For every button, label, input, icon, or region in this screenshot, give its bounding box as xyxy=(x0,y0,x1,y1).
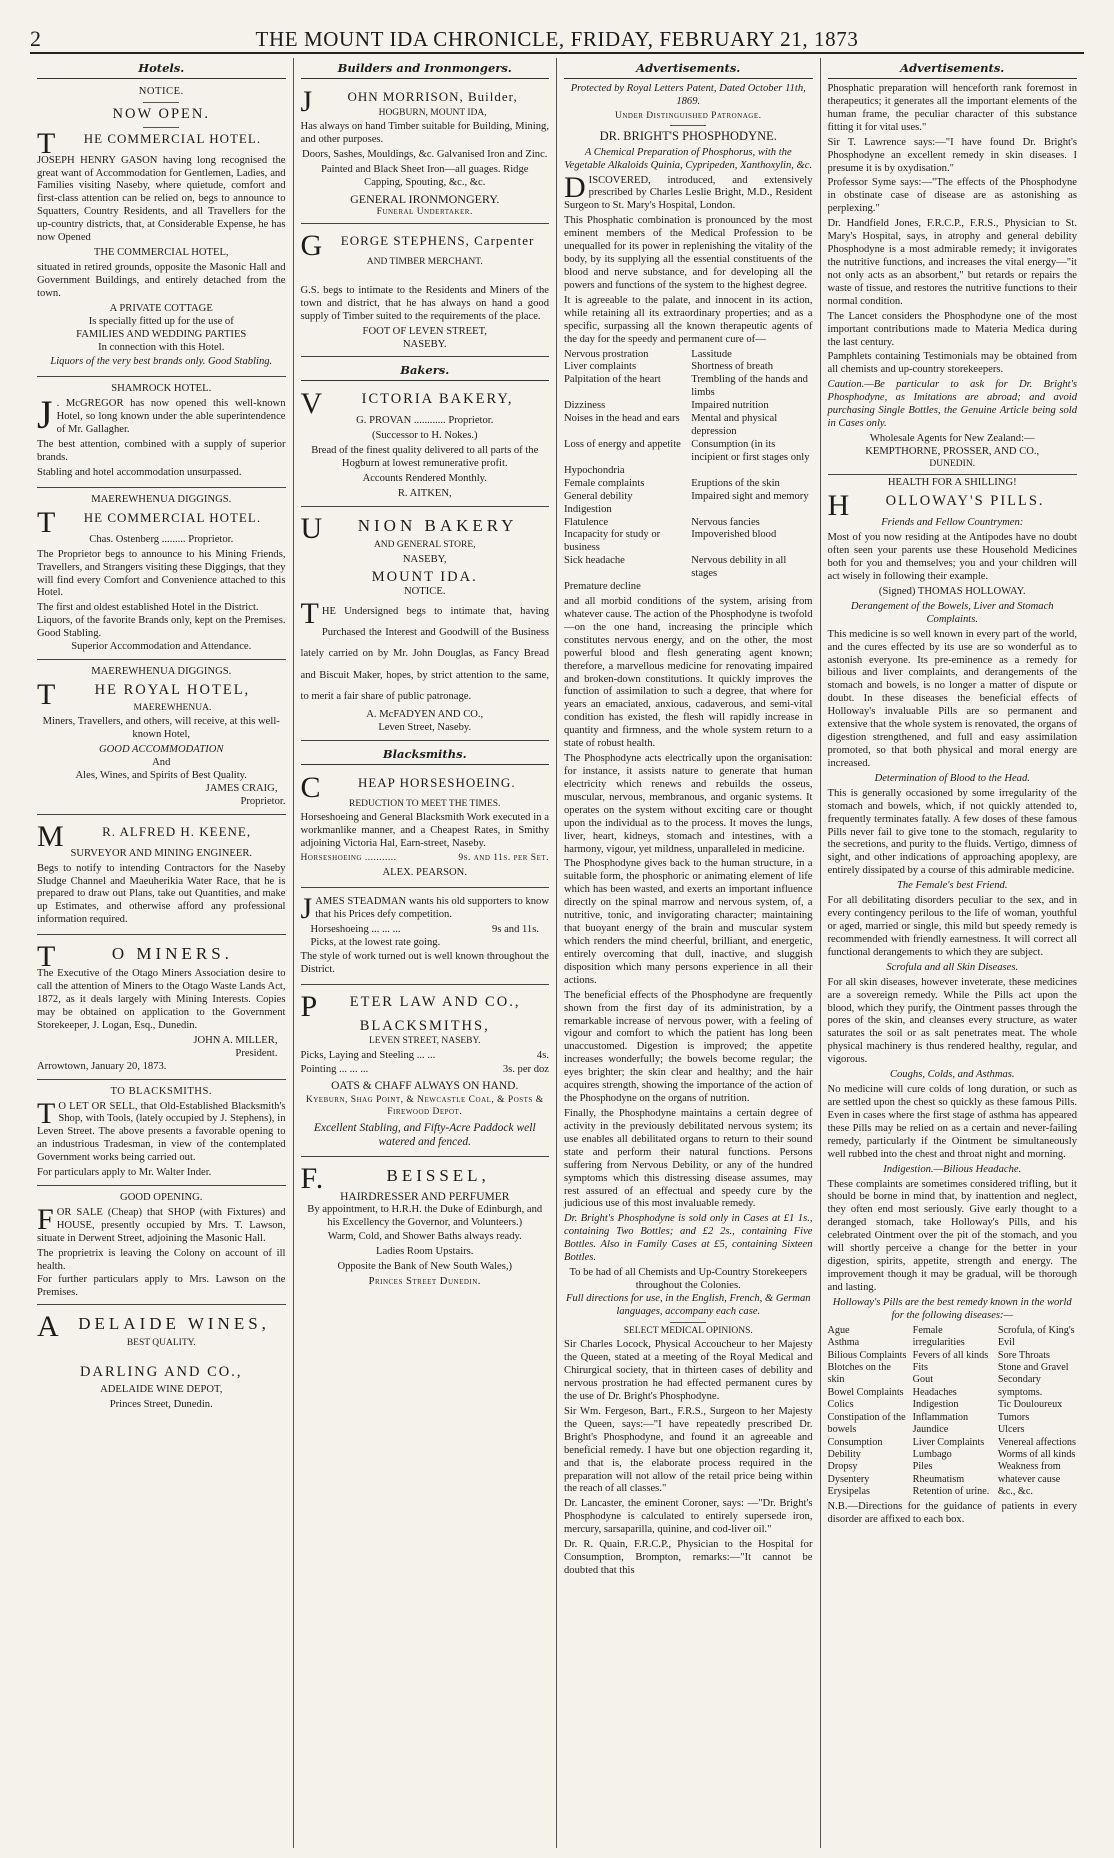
ad-body: Warm, Cold, and Shower Baths always ready. xyxy=(327,1231,522,1243)
column-phosphodyne xyxy=(557,58,821,1848)
ailment-item: Impaired sight and memory xyxy=(691,490,809,502)
ad-royal-hotel xyxy=(37,663,286,815)
stabling: Excellent Stabling, and Fifty-Acre Paddock well watered and fenced. xyxy=(313,1121,536,1148)
ad-body: The best attention, combined with a supply of superior brands. xyxy=(37,439,286,463)
disease-item: Lumbago xyxy=(912,1449,952,1461)
disease-item: Constipation of the bowels xyxy=(827,1411,906,1436)
price-value: 4s. xyxy=(536,1049,549,1061)
families-heading: FAMILIES AND WEDDING PARTIES xyxy=(76,328,247,340)
good-accommodation: GOOD ACCOMMODATION xyxy=(99,744,224,756)
proprietor-name: JAMES CRAIG, xyxy=(205,782,278,794)
proprietor-role: Proprietor. xyxy=(240,795,286,807)
ad-cheap-horseshoeing xyxy=(301,769,550,888)
ailment-item: Shortness of breath xyxy=(691,361,774,373)
body-paragraph: These complaints are sometimes considered trifling, but it should be borne in mind that, by inattention and neglect, they often end most seriously. Give early thought to a deranged stomach, take Holloway's Pills, and his celebrated Ointment over the pit of the stomach, and you will shortly perceive a change for the better in your digestion, spirits, appetite, strength and energy. The improvement though it may be gradual, will be thorough and lasting. xyxy=(827,1178,1077,1293)
price-value: 3s. per doz xyxy=(502,1064,549,1076)
ailment-item: Noises in the head and ears xyxy=(564,413,680,425)
connection-text: In connection with this Hotel. xyxy=(98,341,225,353)
notice-heading: NOTICE. xyxy=(404,586,446,598)
ailment-item: Flatulence xyxy=(564,516,609,528)
hotel-name: THE COMMERCIAL HOTEL, xyxy=(93,247,229,259)
disease-item: Headaches xyxy=(912,1386,957,1398)
firm-name: DARLING AND CO., xyxy=(80,1364,243,1380)
diseases-col-1 xyxy=(828,1325,907,1499)
address: Princes Street Dunedin. xyxy=(368,1276,481,1288)
drop-cap: F xyxy=(37,1202,54,1236)
ad-body: By appointment, to H.R.H. the Duke of Edinburgh, and his Excellency the Governor, and Volunteers.) xyxy=(307,1203,543,1228)
keene-role: SURVEYOR AND MINING ENGINEER. xyxy=(70,847,253,859)
ad-title: DELAIDE WINES, xyxy=(78,1314,270,1334)
ad-title: OHN MORRISON, Builder, xyxy=(347,89,518,105)
ad-body: Bread of the finest quality delivered to all parts of the Hogburn at lowest remunerative profit. xyxy=(311,445,539,470)
diseases-col-2 xyxy=(913,1325,992,1499)
agents-city: DUNEDIN. xyxy=(828,459,1078,476)
ailment-item: Loss of energy and appetite xyxy=(564,438,681,450)
ad-good-opening xyxy=(37,1189,286,1305)
ailment-item xyxy=(691,465,812,478)
ailment-item: Consumption (in its incipient or first stages only xyxy=(691,438,810,463)
ad-body: Picks, at the lowest rate going. xyxy=(310,936,441,948)
ailment-item: General debility xyxy=(564,490,633,502)
disease-item: Dropsy xyxy=(827,1461,858,1473)
ad-title: HE COMMERCIAL HOTEL. xyxy=(83,130,262,146)
place: NASEBY, xyxy=(402,553,447,565)
ad-body: Liquors, of the favorite Brands only, kept on the Premises. Good Stabling. xyxy=(37,615,286,640)
ailment-item: Trembling of the hands and limbs xyxy=(691,374,808,399)
ad-title: R. ALFRED H. KEENE, xyxy=(102,823,252,839)
successor: (Successor to H. Nokes.) xyxy=(371,430,478,442)
address: Opposite the Bank of New South Wales,) xyxy=(337,1261,513,1273)
column-builders xyxy=(294,58,558,1848)
coal: Kyeburn, Shag Point, & Newcastle Coal, & Posts & Firewood Depot. xyxy=(305,1095,544,1117)
address: LEVEN STREET, NASEBY. xyxy=(368,1035,481,1046)
body-paragraph: The Phosphodyne acts electrically upon the organisation: for instance, it assists nature to generate that human electricity which renews and rebuilds the osseus, muscular, nervous, membranous, and organic systems. It operates on the system without exciting care or thought upon the individual as to the process. It moves the lungs, liver, heart, kidneys, stomach and intestines, with a harmony, vigour, yet mildness, unparalleled in medicine. xyxy=(564,753,813,855)
disease-item: Worms of all kinds xyxy=(997,1449,1076,1461)
ad-body: The proprietrix is leaving the Colony on account of ill health. xyxy=(37,1247,286,1272)
drop-cap: J xyxy=(300,85,314,119)
proprietor: Chas. Ostenberg ......... Proprietor. xyxy=(89,533,234,545)
proprietor-name: ALEX. PEARSON. xyxy=(382,866,467,878)
body-paragraph: Full directions for use, in the English, French, & German languages, accompany each case. xyxy=(565,1292,811,1317)
disease-item: Piles xyxy=(912,1461,933,1473)
body-paragraph: This Phosphatic combination is pronounced by the most eminent members of the Medical Profession to be unequalled for its power in replenishing the vitality of the body, by its supplying all the essential constituents of the blood and nerve substance, and for developing all the powers and functions of the system to the highest degree. xyxy=(564,215,813,291)
drop-cap: T xyxy=(37,940,57,974)
ailment-item: Premature decline xyxy=(564,581,641,593)
subtitle: AND TIMBER MERCHANT. xyxy=(366,257,483,268)
subheading: Scrofula and all Skin Diseases. xyxy=(886,961,1019,973)
subheading: Indigestion.—Bilious Headache. xyxy=(883,1163,1022,1175)
ailment-item: Lassitude xyxy=(691,348,732,360)
body-paragraph: For all debilitating disorders peculiar to the sex, and in every contingency perilous to the life of woman, youthful or aged, married or single, this mild but speedy remedy is recommended with friendly earnestness. It will correct all functional derangements to which they are subject. xyxy=(827,895,1077,958)
dateline: Arrowtown, January 20, 1873. xyxy=(37,1060,167,1072)
drop-cap: T xyxy=(37,505,57,539)
opinion: Sir Charles Locock, Physical Accoucheur to her Majesty the Queen, stated at a meeting of the Royal Medical and Chirurgical society, that in thirteen cases of debility and nervous prostration he had effected permanent cures by the use of Dr. Bright's Phosphodyne. xyxy=(564,1339,813,1402)
price-value: 9s. and 11s. per Set. xyxy=(458,853,549,864)
subheading: Determination of Blood to the Head. xyxy=(874,772,1030,784)
ad-to-blacksmiths xyxy=(37,1083,286,1186)
section-heading-advertisements: Advertisements. xyxy=(828,58,1078,79)
ad-body: OR SALE (Cheap) that SHOP (with Fixtures) and HOUSE, presently occupied by Mrs. T. Lawson, situate in Derwent Street, adjoining the Masonic Hall. xyxy=(37,1206,286,1244)
ailment-item: Female complaints xyxy=(564,477,645,489)
proprietor: G. PROVAN ............ Proprietor. xyxy=(356,415,494,427)
ad-body: The first and oldest established Hotel in the District. xyxy=(37,602,259,614)
ad-body: Begs to notify to intending Contractors for the Naseby Sludge Channel and Maeuherikia Water Race, that he is prepared to draw out Plans, take out Quantities, and make up Estimates, and otherwise afford any professional information required. xyxy=(37,862,286,926)
ad-body: AMES STEADMAN wants his old supporters to know that his Prices defy competition. xyxy=(315,895,549,920)
ad-victoria-bakery xyxy=(301,385,550,507)
ad-body: Ladies Room Upstairs. xyxy=(376,1246,474,1258)
drop-cap: H xyxy=(827,489,851,523)
ad-body: For further particulars apply to Mrs. Lawson on the Premises. xyxy=(37,1273,286,1298)
cottage-heading: A PRIVATE COTTAGE xyxy=(109,302,213,314)
ad-body: Stabling and hotel accommodation unsurpassed. xyxy=(37,466,242,478)
page-number: 2 xyxy=(30,26,42,51)
ad-body: JOSEPH HENRY GASON having long recognised the great want of Accommodation for Gentlemen, Ladies, and Families visiting Naseby, where quietude, comfort and first-class attention can be relied on, begs to announce to Squatters, Country Residents, and all Travellers for the up-country districts, that, at Considerable Expense, he has now Opened xyxy=(37,154,286,244)
patronage-line: Under Distinguished Patronage. xyxy=(614,110,762,121)
ailment-item: Indigestion xyxy=(564,503,612,515)
body-paragraph: The Phosphodyne gives back to the human structure, in a suitable form, the phosphoric or animating element of life which has been wasted, and exerts an important influence directly on the spinal marrow and nervous system, of, a nutritive, tonic, and invigorating character; maintaining that buoyant energy of the brain and muscular system which renders the mind cheerful, brilliant, and energetic, entirely overcoming that dull, inactive, and sluggish disposition which many persons experience in all their actions. xyxy=(564,858,813,986)
disease-item: Debility xyxy=(827,1449,861,1461)
place: MOUNT IDA. xyxy=(371,568,478,585)
ad-body: G.S. begs to intimate to the Residents and Miners of the town and district, that he has always on hand a good supply of Timber suited to the requirements of the place. xyxy=(300,284,549,322)
notice-heading: NOTICE. xyxy=(138,86,184,98)
ad-to-miners xyxy=(37,938,286,1079)
disease-item: Ulcers xyxy=(997,1424,1025,1436)
disease-item: Dysentery xyxy=(827,1473,870,1485)
drop-cap: T xyxy=(37,677,57,711)
disease-item: Jaundice xyxy=(912,1424,949,1436)
disease-item: Retention of urine. xyxy=(912,1486,990,1498)
signature-line: (Signed) THOMAS HOLLOWAY. xyxy=(878,585,1026,597)
drop-cap: G xyxy=(300,229,324,263)
disease-item: &c., &c. xyxy=(997,1486,1033,1498)
drop-cap: M xyxy=(37,819,65,853)
address: FOOT OF LEVEN STREET, xyxy=(362,325,487,337)
subheading: Coughs, Colds, and Asthmas. xyxy=(889,1069,1015,1081)
disease-item: Sore Throats xyxy=(997,1349,1050,1361)
ailment-item: Eruptions of the skin xyxy=(691,477,780,489)
disease-item: Scrofula, of King's Evil xyxy=(997,1324,1075,1349)
ad-morrison xyxy=(301,83,550,224)
drop-cap: J xyxy=(37,392,53,438)
ad-title: ICTORIA BAKERY, xyxy=(361,391,514,408)
body-paragraph: To be had of all Chemists and Up-Country Storekeepers throughout the Colonies. xyxy=(569,1267,808,1291)
ad-body: Painted and Black Sheet Iron—all guages. Ridge Capping, Spouting, &c., &c. xyxy=(321,164,529,189)
place: MAEREWHENUA. xyxy=(133,702,212,713)
quality: BEST QUALITY. xyxy=(126,1338,196,1349)
drop-cap: P xyxy=(300,990,319,1024)
drop-cap: F. xyxy=(300,1161,325,1195)
ailment-item: Nervous prostration xyxy=(564,348,649,360)
ad-title: ETER LAW AND CO., xyxy=(349,994,521,1011)
drop-cap: T xyxy=(37,1096,56,1130)
columns xyxy=(30,58,1084,1848)
ad-maerewhenua-commercial xyxy=(37,491,286,660)
body-paragraph: Phosphatic preparation will henceforth rank foremost in therapeutics; it generates all the important elements of the human frame, the peculiar character of this substance fitting it for vital uses." xyxy=(827,83,1077,133)
drop-cap: A xyxy=(37,1310,60,1344)
ad-body: Ales, Wines, and Spirits of Best Quality. xyxy=(75,769,247,781)
disease-item: Rheumatism xyxy=(912,1473,965,1485)
ad-title: HEAP HORSESHOEING. xyxy=(357,774,516,790)
wholesale-line: Wholesale Agents for New Zealand:— xyxy=(869,432,1035,444)
address: NASEBY. xyxy=(402,338,447,350)
disease-item: Colics xyxy=(827,1399,854,1411)
address: Princes Street, Dunedin. xyxy=(109,1398,213,1410)
ailment-item xyxy=(691,581,812,594)
body-paragraph: The beneficial effects of the Phosphodyne are frequently shown from the first day of its administration, by a remarkable increase of nervous power, with a feeling of vigour and comfort to which the patient has long been unaccustomed. Digestion is improved; the appetite increases wonderfully; the bowels become regular; the eyes brighter; the skin clear and healthy; and the hair acquires strength, showing the importance of the action of the Phosphodyne on the organs of nutrition. xyxy=(564,989,813,1105)
subheading: The Female's best Friend. xyxy=(896,880,1008,892)
directions-note: N.B.—Directions for the guidance of patients in every disorder are affixed to each box. xyxy=(827,1500,1077,1525)
ailment-item: Sick headache xyxy=(564,555,625,567)
disease-item: Fits xyxy=(912,1361,928,1373)
ad-commercial-hotel xyxy=(37,83,286,377)
product-subtitle: A Chemical Preparation of Phosphorus, with the Vegetable Alkaloids Quinia, Cypripeden, Xanthoxylin, &c. xyxy=(564,146,813,171)
ad-title: BEISSEL, xyxy=(386,1165,490,1185)
opinion: Sir Wm. Fergeson, Bart., F.R.S., Surgeon to her Majesty the Queen, says:—"I have repeatedly prescribed Dr. Bright's Phosphodyne, and found it an agreeable and beneficial remedy. I have but one objection regarding it, and that is, the elaborate process required in the preparation will not allow of the retail price being within the reach of all classes." xyxy=(564,1405,813,1495)
ad-title: EORGE STEPHENS, Carpenter xyxy=(340,233,535,249)
price-value: 9s and 11s. xyxy=(492,923,539,935)
cottage-text: Is specially fitted up for the use of xyxy=(88,315,234,327)
disease-item: Secondary symptoms. xyxy=(997,1374,1043,1398)
body-paragraph: and all morbid conditions of the system, arising from whatever cause. The action of the Phosphodyne is twofold—on the one hand, increasing the principle which constitutes nervous energy, and on the other, the most powerful blood and flesh generating agent known; therefore, a marvellous medicine for renovating impaired and broken-down constitutions. It quickly improves the function of assimilation to such a degree, that where for years an emaciated, anxious, cadaverous, and semi-vital condition has existed, the flesh will rapidly increase in quantity and firmness, and the whole system return to a state of robust health. xyxy=(564,596,813,750)
ailment-item: Impoverished blood xyxy=(691,529,777,541)
opinion: Dr. Lancaster, the eminent Coroner, says: —"Dr. Bright's Phosphodyne is calculated to entirely supersede iron, mercury, sarsaparilla, quinine, and cod-liver oil." xyxy=(564,1498,813,1536)
subtitle: AND GENERAL STORE, xyxy=(373,540,476,550)
ad-title: O MINERS. xyxy=(111,944,233,964)
patent-line: Protected by Royal Letters Patent, Dated October 11th, 1869. xyxy=(570,83,806,107)
oats: OATS & CHAFF ALWAYS ON HAND. xyxy=(331,1080,519,1093)
body-paragraph: Pamphlets containing Testimonials may be obtained from all chemists and up-country storekeepers. xyxy=(827,351,1077,376)
ad-body: Doors, Sashes, Mouldings, &c. Galvanised Iron and Zinc. xyxy=(302,149,548,161)
subtitle: BLACKSMITHS, xyxy=(359,1018,490,1035)
diseases-list xyxy=(828,1325,1078,1499)
ad-shamrock-hotel xyxy=(37,380,286,487)
ad-heading: GOOD OPENING. xyxy=(120,1192,203,1204)
section-heading-hotels: Hotels. xyxy=(37,58,286,79)
disease-item: Liver Complaints xyxy=(912,1436,985,1448)
drop-cap: C xyxy=(300,770,322,804)
ad-title: NION BAKERY xyxy=(357,516,518,535)
ad-body: situated in retired grounds, opposite the Masonic Hall and Government Buildings, and entirely detached from the town. xyxy=(37,262,286,299)
newspaper-title: THE MOUNT IDA CHRONICLE, FRIDAY, FEBRUARY 21, 1873 xyxy=(255,27,859,51)
column-holloway xyxy=(821,58,1085,1848)
body-paragraph: For all skin diseases, however inveterate, these medicines are a sovereign remedy. While the Pills act upon the blood, which they purify, the Ointment passes through the pores of the skin, and cleanses every structure, as water saturates the soil or as salt penetrates meat. The whole physical machinery is thus rendered healthy, regular, and vigorous. xyxy=(827,976,1077,1066)
price-label: Horseshoeing ........... xyxy=(300,853,397,864)
now-open: NOW OPEN. xyxy=(112,105,210,122)
ailment-item: Nervous debility in all stages xyxy=(691,555,787,580)
disease-item: Gout xyxy=(912,1374,934,1386)
ad-heading: TO BLACKSMITHS. xyxy=(110,1085,212,1097)
ailment-item: Incapacity for study or business xyxy=(564,529,661,554)
ailment-item: Nervous fancies xyxy=(691,516,760,528)
body-paragraph: This medicine is so well known in every part of the world, and the cures effected by its use are so wonderful as to astonish everyone. Its pre-eminence as a remedy for bilious and liver complaints, and derangements of the stomach and bowels, is no longer a matter of dispute or doubt. In these diseases the beneficial effects of Holloway's invaluable Pills are so permanent and extensive that the whole system is renovated, the organs of digestion strengthened, and full and easy assimilation promoted, so that both physical and moral energy are increased. xyxy=(827,628,1077,769)
disease-item: Erysipelas xyxy=(827,1486,870,1498)
accounts: Accounts Rendered Monthly. xyxy=(362,473,487,485)
opinions-heading: SELECT MEDICAL OPINIONS. xyxy=(623,1325,753,1336)
ad-body: Superior Accommodation and Attendance. xyxy=(71,641,252,653)
opinion: The Lancet considers the Phosphodyne one of the most important contributions made to Materia Medica during the last century. xyxy=(827,310,1077,348)
opinion: Professor Syme says:—"The effects of the Phosphodyne in obstinate case of disease are as astonishing as perplexing." xyxy=(827,177,1077,215)
disease-item: Tumors xyxy=(997,1411,1030,1423)
disease-item: Ague xyxy=(827,1324,850,1336)
price-label: Pointing ... ... ... xyxy=(300,1064,369,1076)
ad-heading: MAEREWHENUA DIGGINGS. xyxy=(91,493,232,505)
opinion: Dr. Handfield Jones, F.R.C.P., F.R.S., Physician to St. Mary's Hospital, says, in atrophy and general debility Phosphodyne is a most admirable remedy; it invigorates the nutritive functions, and increases the vital energy—"it not only acts as an absorbent," but retards or repairs the waste of tissue, and restores the nutritive functions to their normal condition. xyxy=(827,218,1077,307)
section-heading-bakers: Bakers. xyxy=(301,360,550,381)
disease-item: Consumption xyxy=(827,1436,883,1448)
ad-heading: SHAMROCK HOTEL. xyxy=(111,383,212,395)
disease-item: Bowel Complaints xyxy=(827,1386,904,1398)
ad-body: Miners, Travellers, and others, will receive, at this well-known Hotel, xyxy=(42,716,280,741)
drop-cap: T xyxy=(300,597,319,631)
ad-title: HE COMMERCIAL HOTEL. xyxy=(83,509,262,525)
ad-stephens xyxy=(301,227,550,357)
body-paragraph: ISCOVERED, introduced, and extensively prescribed by Charles Leslie Bright, M.D., Resident Surgeon to St. Mary's Hospital, London. xyxy=(564,174,813,212)
ad-union-bakery xyxy=(301,510,550,741)
place: HOGBURN, MOUNT IDA, xyxy=(378,107,487,118)
and-text: And xyxy=(152,757,171,768)
column-hotels xyxy=(30,58,294,1848)
body-paragraph: No medicine will cure colds of long duration, or such as are settled upon the chest so quickly as these famous Pills. Even in cases where the first stage of asthma has appeared these Pills may be relied on as a certain and never-failing remedy, particularly if the Ointment be simultaneously well rubbed into the chest and throat night and morning. xyxy=(827,1084,1077,1160)
proprietor-name: R. AITKEN, xyxy=(397,488,452,500)
disease-item: Tic Douloureux xyxy=(997,1399,1063,1411)
ad-body: For particulars apply to Mr. Walter Inder. xyxy=(37,1167,212,1179)
drop-cap: D xyxy=(564,170,586,204)
drop-cap: J xyxy=(300,891,313,925)
ad-steadman xyxy=(301,891,550,986)
ad-title: HE ROYAL HOTEL, xyxy=(94,681,251,698)
price-label: Horseshoeing ... ... ... xyxy=(310,923,401,935)
trade: HAIRDRESSER AND PERFUMER xyxy=(340,1190,510,1203)
ad-body: Horseshoeing and General Blacksmith Work executed in a workmanlike manner, and a Cheapest Rates, in Smithy adjoining Victoria Hal, Earn-street, Naseby. xyxy=(300,812,549,850)
disease-item: Weakness from whatever cause xyxy=(997,1461,1061,1485)
opinion: Dr. R. Quain, F.R.C.P., Physician to the Hospital for Consumption, Brompton, remarks:—"It cannot be doubted that this xyxy=(564,1539,813,1576)
drop-cap: V xyxy=(300,387,324,421)
ad-body: The Proprietor begs to announce to his Mining Friends, Travellers, and Strangers visiting these Diggings, that they will find every Comfort and Convenience attached to this Hotel. xyxy=(37,548,286,599)
ailment-item: Palpitation of the heart xyxy=(564,374,661,386)
ad-body: Has always on hand Timber suitable for Building, Mining, and other purposes. xyxy=(300,121,549,146)
ad-body: . McGREGOR has now opened this well-known Hotel, so long known under the able superintendence of Mr. Gallagher. xyxy=(56,398,286,436)
body-paragraph: Finally, the Phosphodyne maintains a certain degree of activity in the previously debilitated nervous system; its use enables all debilitated organs to return to their sound state and perform their natural functions. Persons suffering from Nervous Debility, or any of the hundred symptoms which this distressing disease assumes, may rest assured of an effectual and speedy cure by the judicious use of this most invaluable remedy. xyxy=(564,1107,813,1210)
price-label: Picks, Laying and Steeling ... ... xyxy=(300,1049,436,1061)
ailment-item: Dizziness xyxy=(564,400,606,412)
product-title: DR. BRIGHT'S PHOSPHODYNE. xyxy=(599,129,777,144)
disease-item: Venereal affections xyxy=(997,1436,1076,1448)
disease-item: Fevers of all kinds xyxy=(912,1349,989,1361)
body-paragraph: This is generally occasioned by some irregularity of the stomach and bowels, which, if not quickly attended to, frequently terminates fatally. A few doses of these famous Pills never fail to give tone to the stomach, regularity to the secretions, and purity to the fluids. Vertigo, dimness of sight, and other indications of approaching apoplexy, are entirely dissipated by a course of this admirable medicine. xyxy=(827,787,1077,877)
ad-body: The Executive of the Otago Miners Association desire to call the attention of Miners to the Otago Waste Lands Act, 1872, as it deals largely with Mining Interests. Copies may be obtained on application to the Government Storekeeper, J. Logan, Esq., Dunedin. xyxy=(37,968,286,1031)
health-heading: HEALTH FOR A SHILLING! xyxy=(887,477,1017,489)
disease-item: Blotches on the skin xyxy=(827,1361,891,1386)
salutation: Friends and Fellow Countrymen: xyxy=(881,517,1024,529)
disease-item: Stone and Gravel xyxy=(997,1361,1069,1373)
undertaker: Funeral Undertaker. xyxy=(376,206,473,217)
ailment-item: Liver complaints xyxy=(564,361,637,373)
agents-name: KEMPTHORNE, PROSSER, AND CO., xyxy=(865,445,1040,457)
ad-body: HE Undersigned begs to intimate that, having Purchased the Interest and Goodwill of the Business lately carried on by Mr. John Douglas, as Fancy Bread and Biscuit Maker, hopes, by strict attention to the same, to merit a fair share of public patronage. xyxy=(300,606,549,702)
president-role: President. xyxy=(235,1047,278,1059)
ad-beissel xyxy=(301,1160,550,1295)
drop-cap: U xyxy=(300,512,324,545)
disease-item: Inflammation xyxy=(912,1411,969,1423)
disease-item: Female irregularities xyxy=(912,1324,965,1349)
ailment-item: Mental and physical depression xyxy=(691,413,778,438)
ailments-list xyxy=(564,349,813,595)
ad-title: OLLOWAY'S PILLS. xyxy=(885,493,1045,510)
drop-cap: T xyxy=(37,126,57,160)
disease-item: Indigestion xyxy=(912,1399,959,1411)
opinion: Sir T. Lawrence says:—"I have found Dr. Bright's Phosphodyne an excellent remedy in skin diseases. I presume it is by oxydisation." xyxy=(827,136,1077,174)
ironmongery: GENERAL IRONMONGERY. xyxy=(350,192,500,207)
disease-item: Bilious Complaints xyxy=(827,1349,907,1361)
ad-body: O LET OR SELL, that Old-Established Blacksmith's Shop, with Tools, (lately occupied by J. Stephens), in Leven Street. The above presents a favorable opening to an industrious Tradesman, in view of the contemplated Government works being carried out. xyxy=(37,1100,286,1164)
body-paragraph: Most of you now residing at the Antipodes have no doubt often seen your parents use these Household Medicines both for you and themselves; you and your children will act wisely in following their example. xyxy=(827,532,1077,583)
section-heading-advertisements: Advertisements. xyxy=(564,58,813,79)
section-heading-blacksmiths: Blacksmiths. xyxy=(301,744,550,765)
ailment-item: Hypochondria xyxy=(564,464,625,476)
president-name: JOHN A. MILLER, xyxy=(193,1034,278,1046)
ad-keene xyxy=(37,818,286,936)
ailment-item: Impaired nutrition xyxy=(691,400,769,412)
subheading: Derangement of the Bowels, Liver and Stomach Complaints. xyxy=(850,600,1054,625)
masthead xyxy=(30,18,1084,54)
diseases-col-3 xyxy=(998,1325,1077,1499)
caution: Caution.—Be particular to ask for Dr. Bright's Phosphodyne, as Imitations are abroad; and avoid purchasing Single Bottles, the Genuine Article being sold in Cases only. xyxy=(827,379,1077,430)
section-heading-builders: Builders and Ironmongers. xyxy=(301,58,550,79)
firm-name: A. McFADYEN AND CO., xyxy=(366,709,484,721)
ailment-item xyxy=(691,504,812,517)
diseases-heading: Holloway's Pills are the best remedy known in the world for the following diseases:— xyxy=(832,1296,1072,1321)
ad-peter-law xyxy=(301,988,550,1156)
body-paragraph: Dr. Bright's Phosphodyne is sold only in Cases at £1 1s., containing Two Bottles; and £2 2s., containing Five Bottles. Also in Family Cases at £5, containing Sixteen Bottles. xyxy=(564,1213,813,1264)
address: Leven Street, Naseby. xyxy=(378,721,472,733)
depot-name: ADELAIDE WINE DEPOT, xyxy=(100,1383,223,1395)
body-paragraph: It is agreeable to the palate, and innocent in its action, while retaining all its extraordinary properties; and as a specific, surpassing all the known therapeutic agents of the day for the speedy and permanent cure of— xyxy=(564,294,813,345)
ad-heading: MAEREWHENUA DIGGINGS. xyxy=(91,666,232,678)
ad-body: The style of work turned out is well known throughout the District. xyxy=(300,951,549,976)
disease-item: Asthma xyxy=(827,1337,860,1349)
ad-adelaide-wines xyxy=(37,1308,286,1418)
subtitle: REDUCTION TO MEET THE TIMES. xyxy=(349,798,501,809)
liquors-text: Liquors of the very best brands only. Good Stabling. xyxy=(50,356,273,368)
